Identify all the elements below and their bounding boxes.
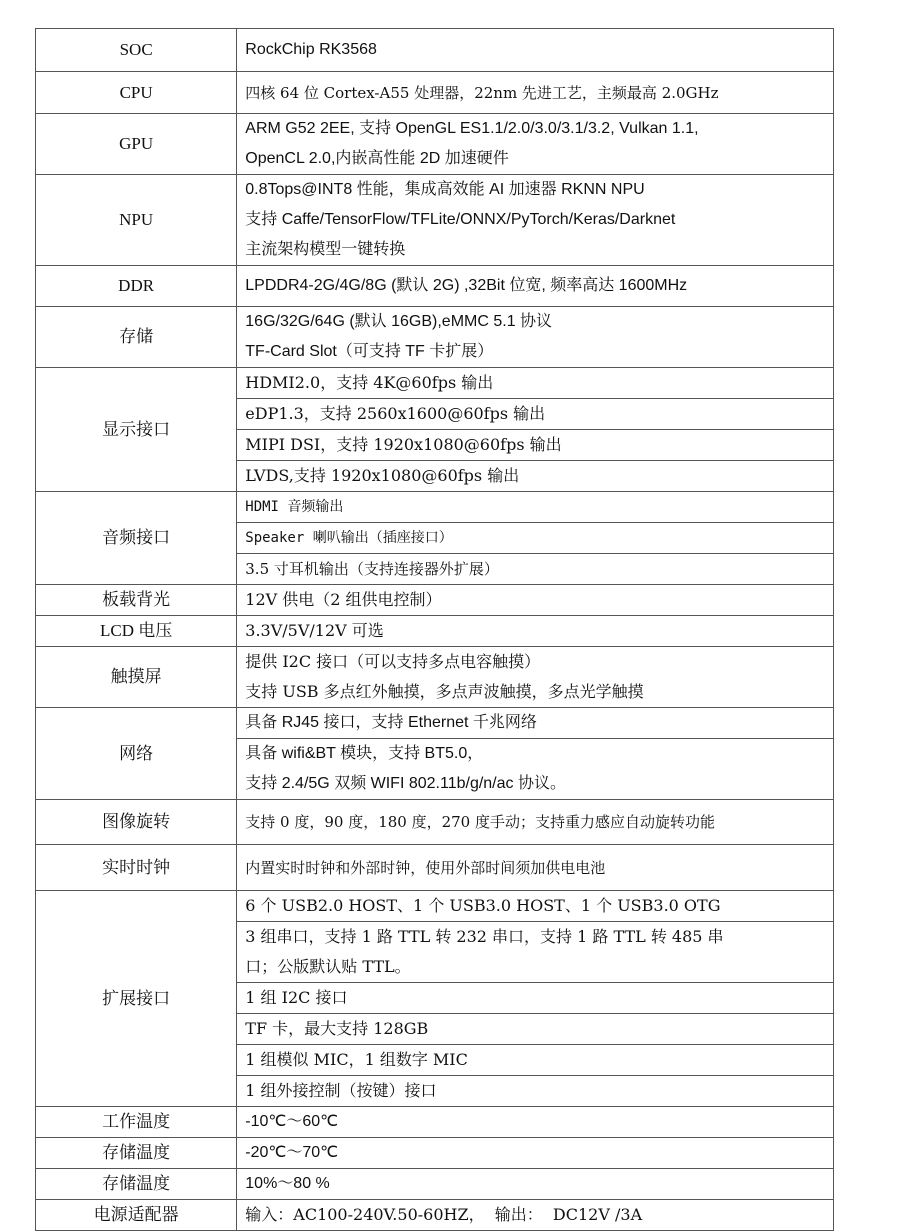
row-gpu <box>36 114 834 175</box>
expansion-item-serial <box>237 922 834 983</box>
expansion-item-i2c: 1 组 I2C 接口 <box>237 983 834 1014</box>
npu-line-1: 0.8Tops@INT8 性能，集成高效能 AI 加速器 RKNN NPU <box>245 181 645 198</box>
row-rotation <box>36 800 834 845</box>
row-display-1 <box>36 368 834 399</box>
value-soc: RockChip RK3568 <box>237 29 834 72</box>
label-npu: NPU <box>36 175 237 266</box>
gpu-line-1: ARM G52 2EE, 支持 OpenGL ES1.1/2.0/3.0/3.1/3.2, Vulkan 1.1, <box>245 120 699 137</box>
touch-line-2: 支持 USB 多点红外触摸，多点声波触摸，多点光学触摸 <box>245 682 644 701</box>
display-item-lvds: LVDS,支持 1920x1080@60fps 输出 <box>237 461 834 492</box>
label-audio: 音频接口 <box>36 492 237 585</box>
row-npu <box>36 175 834 266</box>
display-item-hdmi: HDMI2.0，支持 4K@60fps 输出 <box>237 368 834 399</box>
label-storage: 存储 <box>36 307 237 368</box>
value-storage <box>237 307 834 368</box>
label-backlight: 板载背光 <box>36 585 237 616</box>
expansion-item-control: 1 组外接控制（按键）接口 <box>237 1076 834 1107</box>
label-gpu: GPU <box>36 114 237 175</box>
touch-line-1: 提供 I2C 接口（可以支持多点电容触摸） <box>245 652 541 671</box>
value-storage-temp: -20℃～70℃ <box>237 1138 834 1169</box>
row-backlight <box>36 585 834 616</box>
label-ddr: DDR <box>36 266 237 307</box>
label-rtc: 实时时钟 <box>36 845 237 891</box>
row-lcd-voltage <box>36 616 834 647</box>
display-item-edp: eDP1.3，支持 2560x1600@60fps 输出 <box>237 399 834 430</box>
value-backlight: 12V 供电（2 组供电控制） <box>237 585 834 616</box>
row-ddr <box>36 266 834 307</box>
serial-line-1: 3 组串口，支持 1 路 TTL 转 232 串口，支持 1 路 TTL 转 485 串 <box>245 927 724 946</box>
row-audio-1 <box>36 492 834 523</box>
row-expansion-1 <box>36 891 834 922</box>
row-touch <box>36 647 834 708</box>
label-expansion: 扩展接口 <box>36 891 237 1107</box>
row-rtc <box>36 845 834 891</box>
npu-line-2: 支持 Caffe/TensorFlow/TFLite/ONNX/PyTorch/Keras/Darknet <box>245 211 676 228</box>
row-cpu <box>36 72 834 114</box>
value-ddr: LPDDR4-2G/4G/8G (默认 2G) ,32Bit 位宽, 频率高达 1600MHz <box>237 266 834 307</box>
audio-item-headphone: 3.5 寸耳机输出（支持连接器外扩展） <box>237 554 834 585</box>
value-rtc: 内置实时时钟和外部时钟，使用外部时间须加供电电池 <box>237 845 834 891</box>
row-network-1 <box>36 708 834 739</box>
value-cpu: 四核 64 位 Cortex-A55 处理器，22nm 先进工艺，主频最高 2.0GHz <box>237 72 834 114</box>
value-work-temp: -10℃～60℃ <box>237 1107 834 1138</box>
value-humidity: 10%～80 % <box>237 1169 834 1200</box>
row-humidity <box>36 1169 834 1200</box>
value-rotation: 支持 0 度，90 度，180 度，270 度手动；支持重力感应自动旋转功能 <box>237 800 834 845</box>
wifi-line-2: 支持 2.4/5G 双频 WIFI 802.11b/g/n/ac 协议。 <box>245 775 566 792</box>
label-lcd-voltage: LCD 电压 <box>36 616 237 647</box>
label-soc: SOC <box>36 29 237 72</box>
row-storage-temp <box>36 1138 834 1169</box>
value-npu <box>237 175 834 266</box>
value-touch <box>237 647 834 708</box>
label-display: 显示接口 <box>36 368 237 492</box>
expansion-item-mic: 1 组模似 MIC，1 组数字 MIC <box>237 1045 834 1076</box>
npu-line-3: 主流架构模型一键转换 <box>245 241 406 258</box>
network-item-wifi <box>237 739 834 800</box>
label-power: 电源适配器 <box>36 1200 237 1231</box>
row-work-temp <box>36 1107 834 1138</box>
label-touch: 触摸屏 <box>36 647 237 708</box>
expansion-item-usb: 6 个 USB2.0 HOST、1 个 USB3.0 HOST、1 个 USB3.0 OTG <box>237 891 834 922</box>
label-network: 网络 <box>36 708 237 800</box>
label-humidity: 存储温度 <box>36 1169 237 1200</box>
audio-item-speaker: Speaker 喇叭输出（插座接口） <box>237 523 834 554</box>
network-item-rj45: 具备 RJ45 接口，支持 Ethernet 千兆网络 <box>237 708 834 739</box>
gpu-line-2: OpenCL 2.0,内嵌高性能 2D 加速硬件 <box>245 150 509 167</box>
row-power <box>36 1200 834 1231</box>
audio-item-hdmi: HDMI 音频输出 <box>237 492 834 523</box>
serial-line-2: 口；公版默认贴 TTL。 <box>245 957 411 976</box>
storage-line-1: 16G/32G/64G (默认 16GB),eMMC 5.1 协议 <box>245 313 553 330</box>
value-gpu <box>237 114 834 175</box>
spec-table <box>35 28 834 1231</box>
wifi-line-1: 具备 wifi&BT 模块，支持 BT5.0， <box>245 745 484 762</box>
row-storage <box>36 307 834 368</box>
expansion-item-tf: TF 卡，最大支持 128GB <box>237 1014 834 1045</box>
value-power: 输入：AC100-240V.50-60HZ， 输出： DC12V /3A <box>237 1200 834 1231</box>
label-rotation: 图像旋转 <box>36 800 237 845</box>
row-soc <box>36 29 834 72</box>
label-work-temp: 工作温度 <box>36 1107 237 1138</box>
storage-line-2: TF-Card Slot（可支持 TF 卡扩展） <box>245 343 494 360</box>
value-lcd-voltage: 3.3V/5V/12V 可选 <box>237 616 834 647</box>
label-storage-temp: 存储温度 <box>36 1138 237 1169</box>
display-item-mipi: MIPI DSI，支持 1920x1080@60fps 输出 <box>237 430 834 461</box>
label-cpu: CPU <box>36 72 237 114</box>
